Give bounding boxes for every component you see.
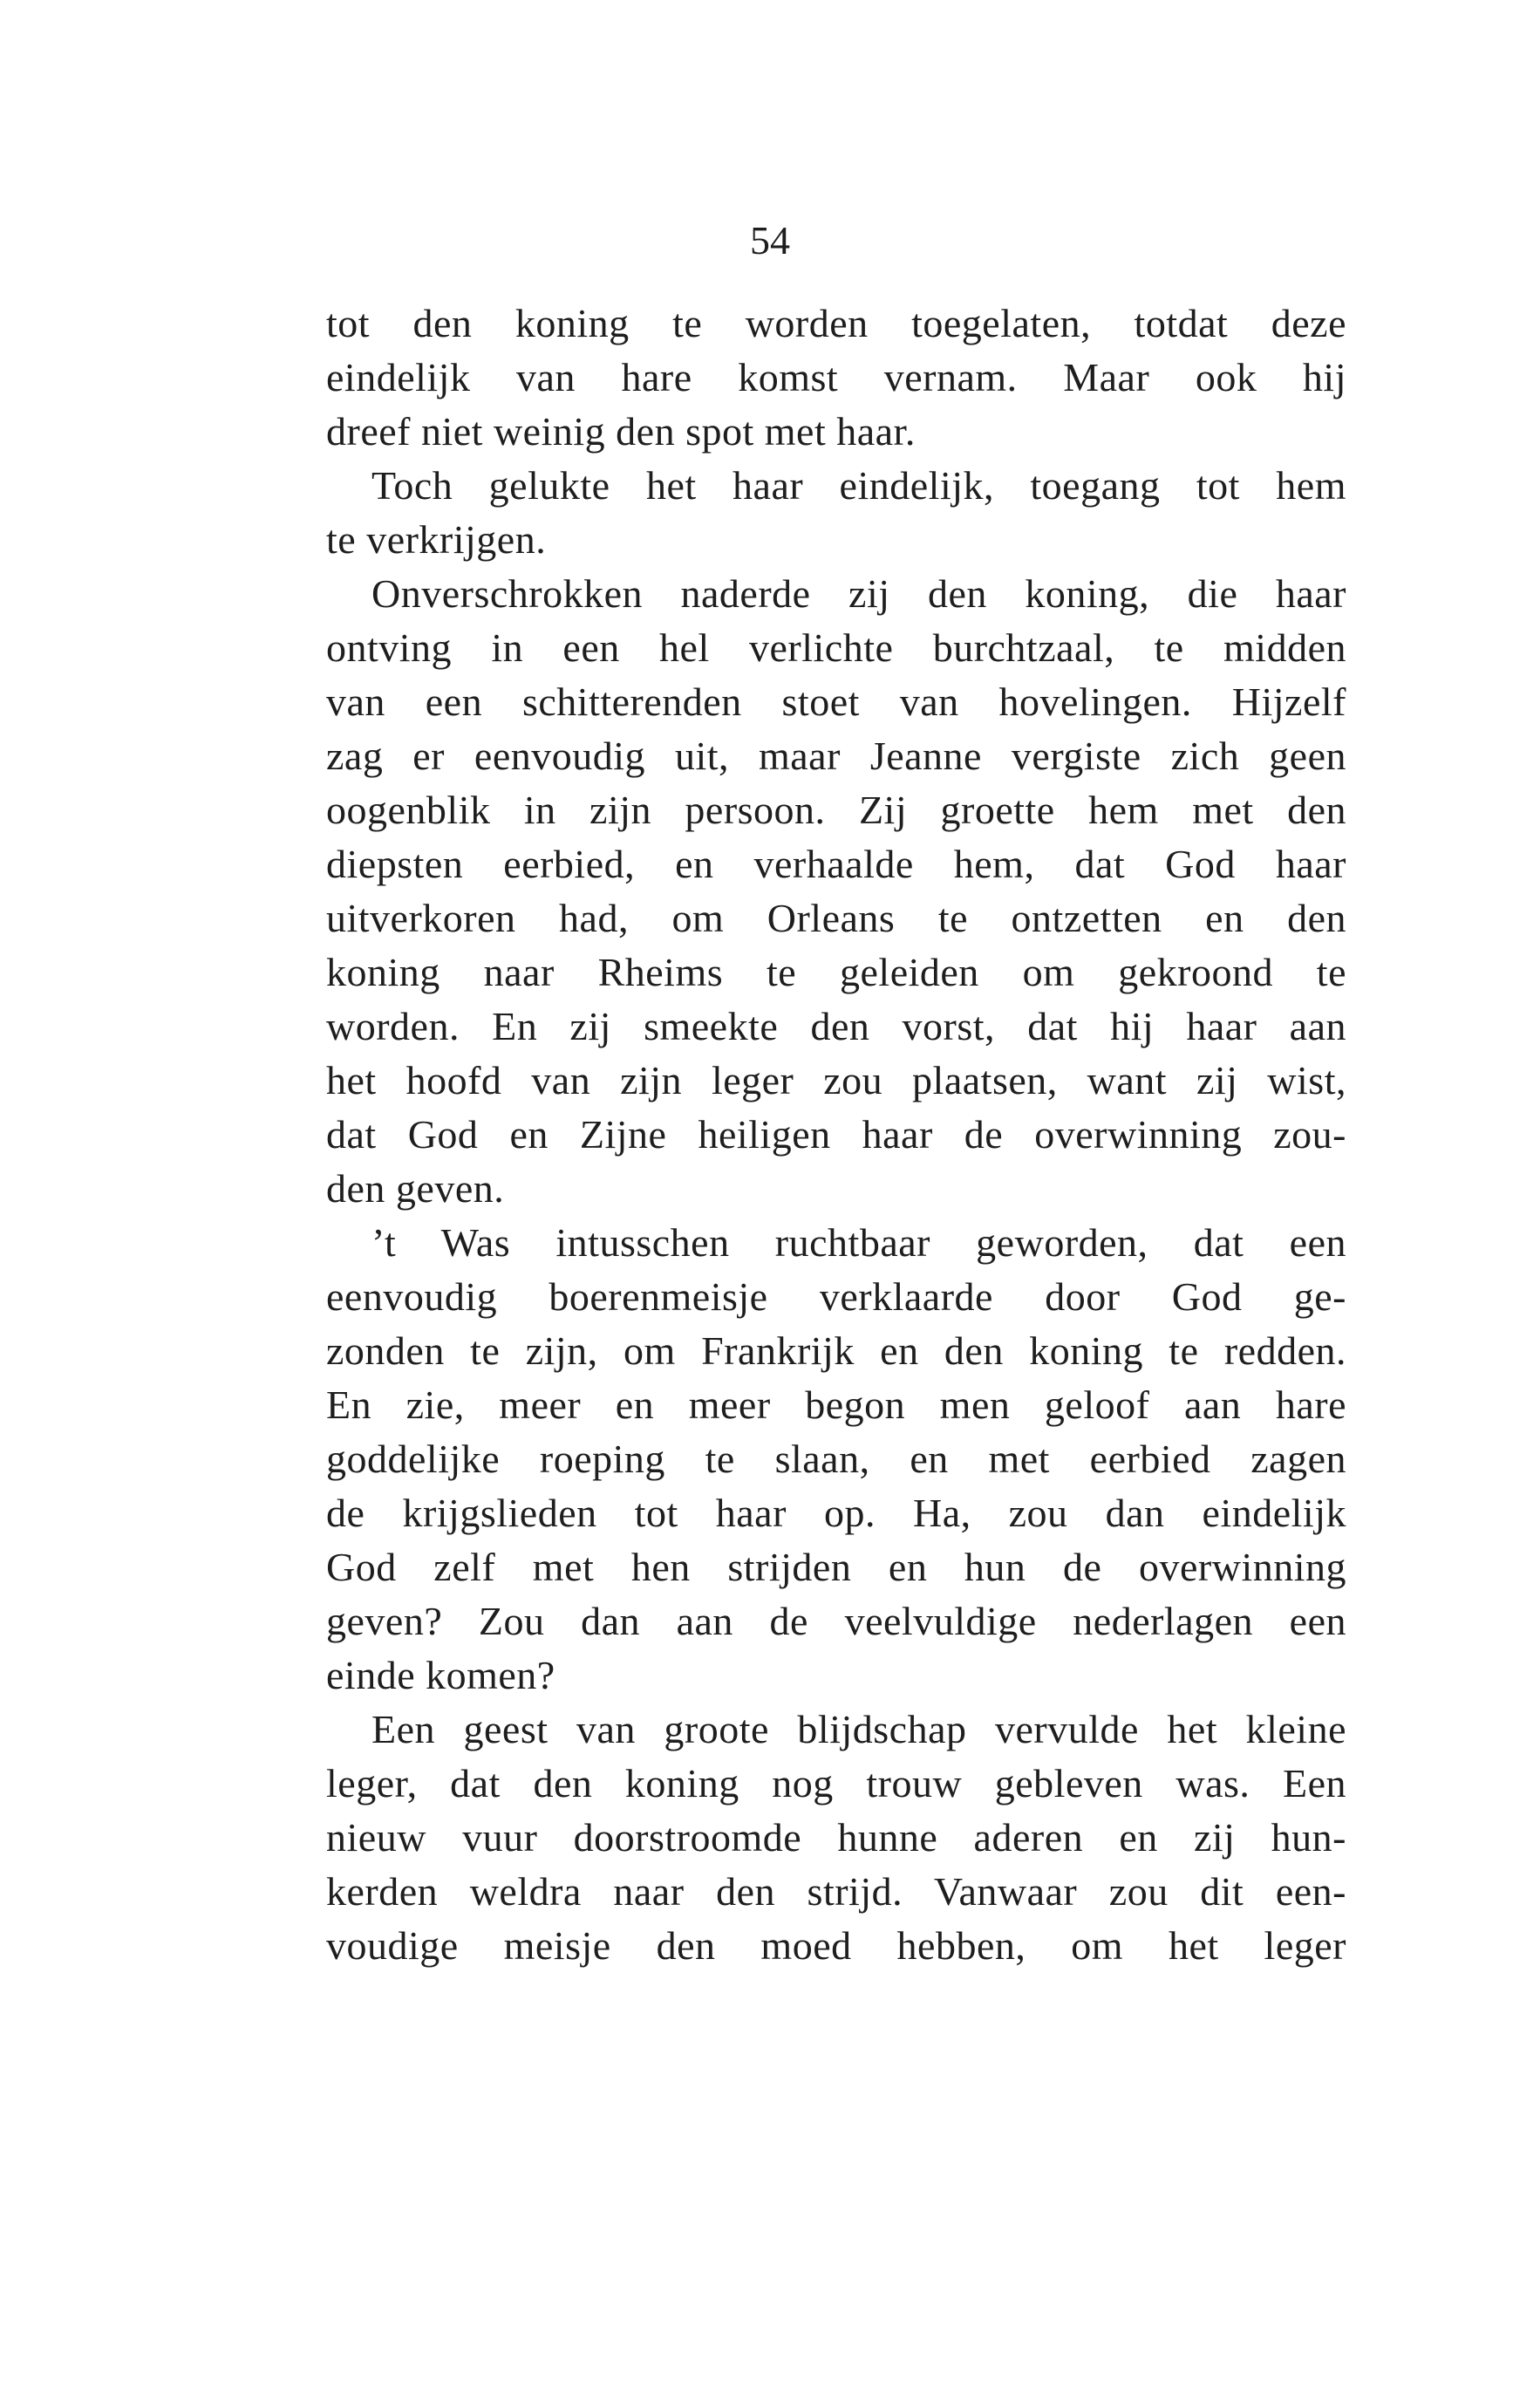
text-line: zonden te zijn, om Frankrijk en den koning te redden. [326, 1328, 1346, 1373]
text-line: goddelijke roeping te slaan, en met eerbied zagen [326, 1437, 1346, 1481]
text-line: tot den koning te worden toegelaten, totdat deze [326, 301, 1346, 345]
text-line: nieuw vuur doorstroomde hunne aderen en zij hun- [326, 1815, 1346, 1860]
text-line: eenvoudig boerenmeisje verklaarde door God ge- [326, 1274, 1346, 1319]
text-line: God zelf met hen strijden en hun de overwinning [326, 1545, 1346, 1589]
text-line: het hoofd van zijn leger zou plaatsen, want zij wist, [326, 1058, 1346, 1102]
text-line: En zie, meer en meer begon men geloof aan hare [326, 1382, 1346, 1427]
text-line: van een schitterenden stoet van hovelingen. Hijzelf [326, 679, 1346, 724]
text-line: diepsten eerbied, en verhaalde hem, dat God haar [326, 842, 1346, 886]
text-line: geven? Zou dan aan de veelvuldige nederlagen een [326, 1599, 1346, 1643]
page-number: 54 [750, 218, 790, 263]
text-line: dat God en Zijne heiligen haar de overwinning zou- [326, 1112, 1346, 1157]
text-line: einde komen? [326, 1653, 555, 1697]
text-line: voudige meisje den moed hebben, om het leger [326, 1923, 1346, 1968]
text-line: Een geest van groote blijdschap vervulde het kleine [371, 1707, 1346, 1751]
text-line: uitverkoren had, om Orleans te ontzetten en den [326, 896, 1346, 940]
text-line: ontving in een hel verlichte burchtzaal, te midden [326, 625, 1346, 670]
page-body [326, 297, 1346, 1973]
text-line: de krijgslieden tot haar op. Ha, zou dan eindelijk [326, 1491, 1346, 1535]
text-line: oogenblik in zijn persoon. Zij groette hem met den [326, 788, 1346, 832]
text-line: Toch gelukte het haar eindelijk, toegang tot hem [371, 463, 1346, 508]
text-line: kerden weldra naar den strijd. Vanwaar zou dit een- [326, 1869, 1346, 1914]
text-line: den geven. [326, 1166, 505, 1211]
text-line: dreef niet weinig den spot met haar. [326, 409, 916, 454]
text-line: koning naar Rheims te geleiden om gekroond te [326, 950, 1346, 994]
text-line: eindelijk van hare komst vernam. Maar ook hij [326, 355, 1346, 399]
text-line: zag er eenvoudig uit, maar Jeanne vergiste zich geen [326, 734, 1346, 778]
text-line: te verkrijgen. [326, 517, 547, 562]
text-line: ’t Was intusschen ruchtbaar geworden, dat een [371, 1220, 1346, 1265]
text-line: leger, dat den koning nog trouw gebleven was. Een [326, 1761, 1346, 1805]
text-line: worden. En zij smeekte den vorst, dat hij haar aan [326, 1004, 1346, 1048]
text-line: Onverschrokken naderde zij den koning, die haar [371, 571, 1346, 616]
